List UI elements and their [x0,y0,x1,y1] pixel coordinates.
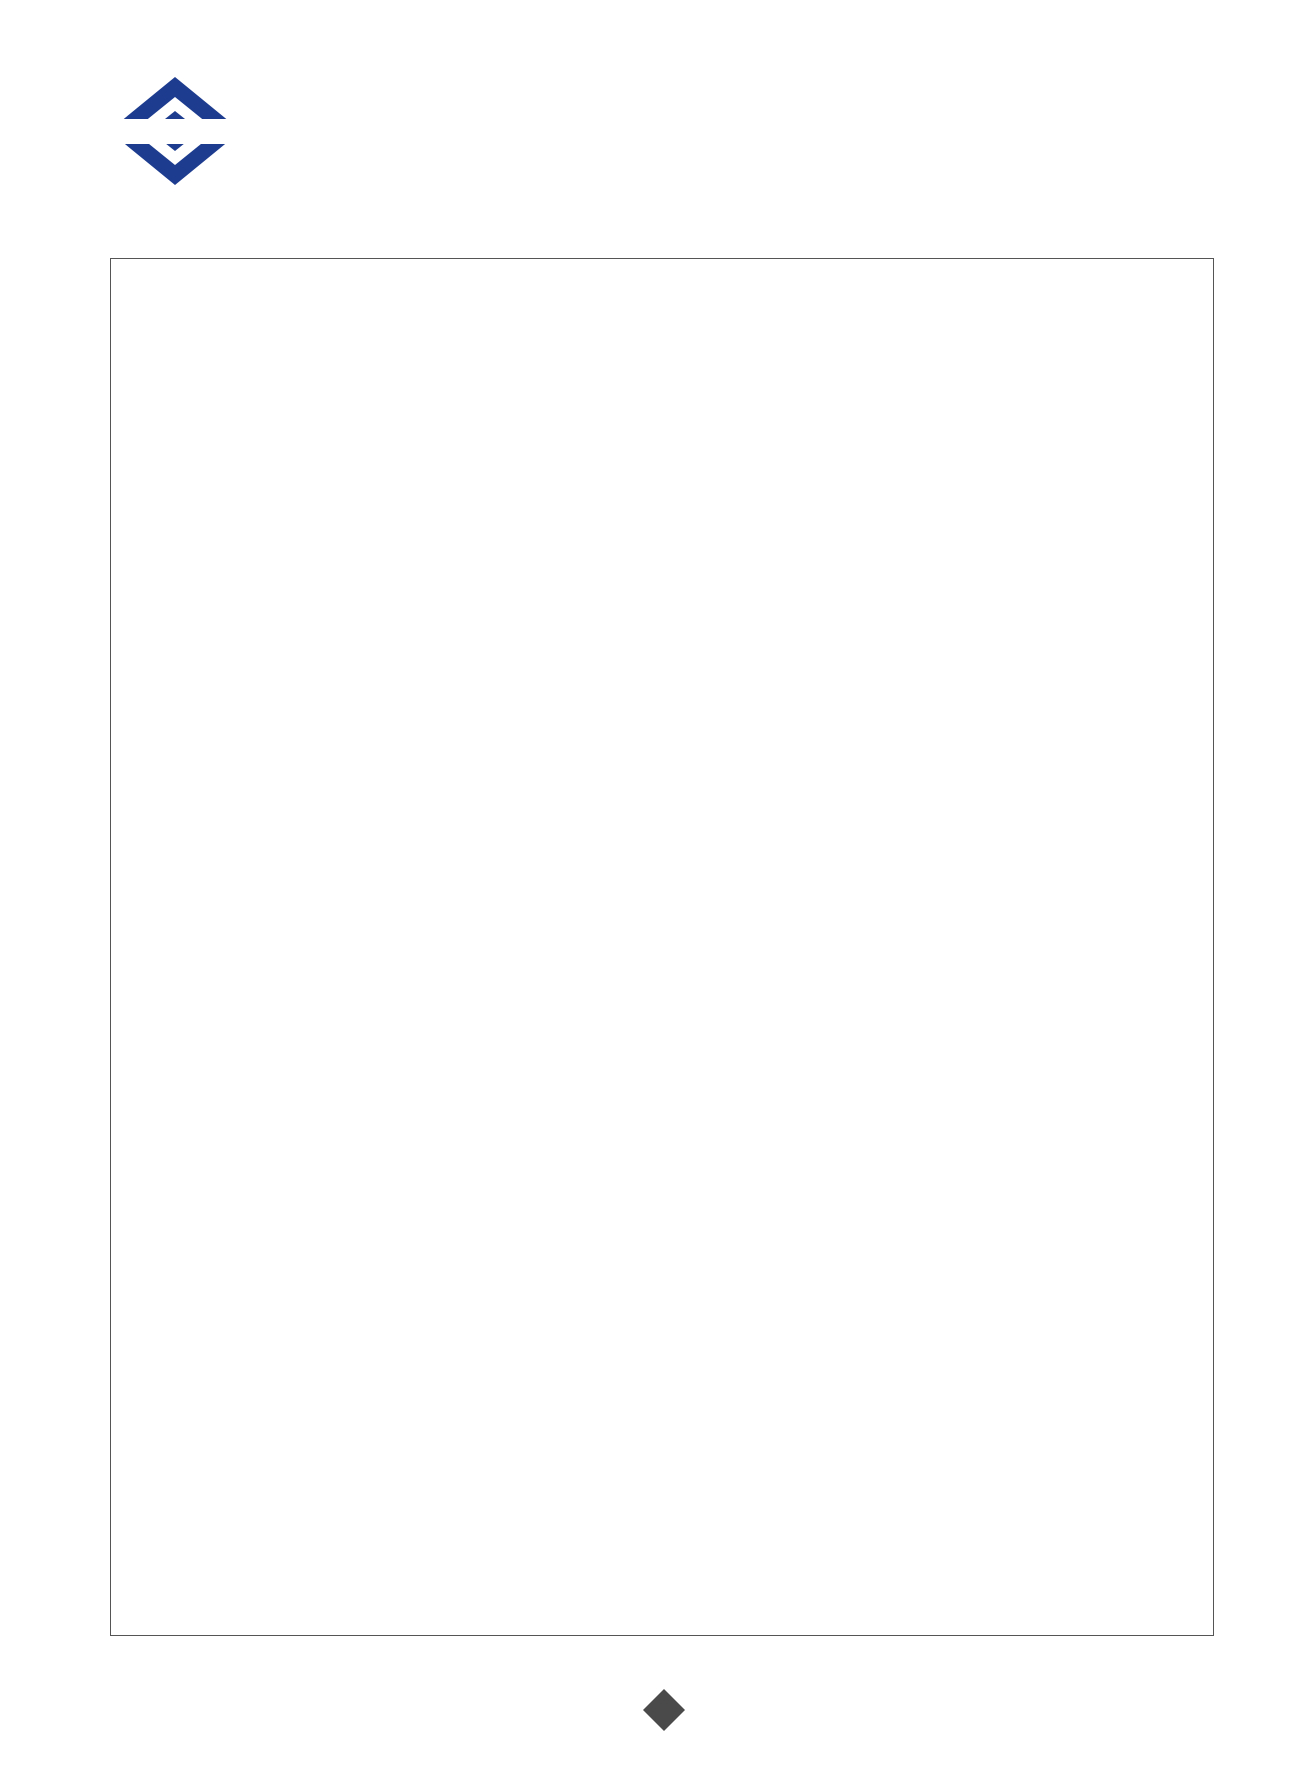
gaoteng-logo-icon [105,75,245,190]
profile-table [110,258,1214,1636]
page-header [0,0,1300,250]
page-number-badge [642,1688,686,1732]
